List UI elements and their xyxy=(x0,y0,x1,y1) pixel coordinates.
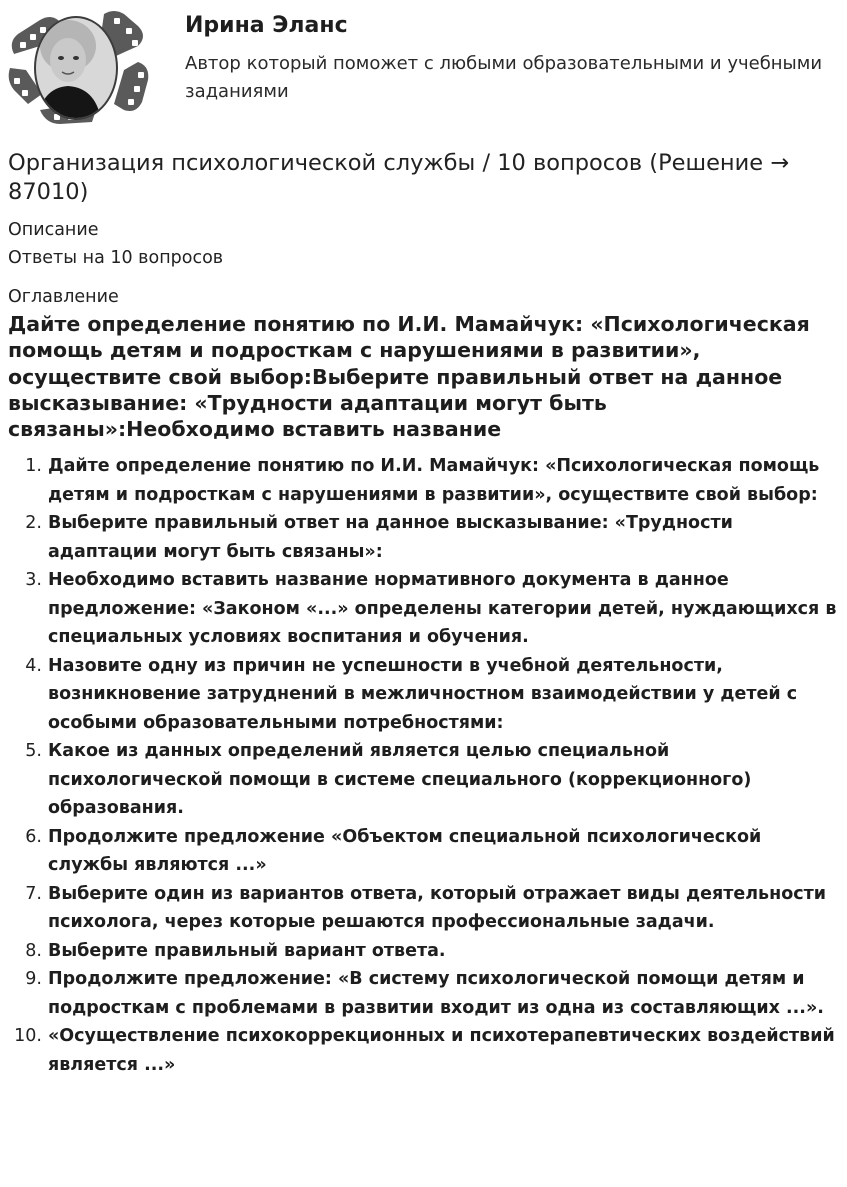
question-number: 5. xyxy=(25,741,42,761)
document-title: Организация психологической службы / 10 вопросов (Решение → 87010) xyxy=(8,150,790,205)
author-name: Ирина Эланс xyxy=(185,13,348,38)
description-text: Ответы на 10 вопросов xyxy=(8,248,224,268)
question-item xyxy=(0,737,847,823)
question-item xyxy=(0,452,847,509)
toc-label: Оглавление xyxy=(8,287,119,307)
question-number: 9. xyxy=(25,969,42,989)
question-item xyxy=(0,1022,847,1079)
question-text: Необходимо вставить название нормативного документа в данное предложение: «Законом «...» определены категории детей, нуждающихся в специальных условиях воспитания и обучения. xyxy=(48,570,837,647)
question-number: 7. xyxy=(25,883,42,904)
question-number: 2. xyxy=(25,513,42,533)
author-avatar xyxy=(6,6,152,128)
question-text: «Осуществление психокоррекционных и психотерапевтических воздействий является ...» xyxy=(48,1026,835,1075)
question-number: 4. xyxy=(25,655,42,676)
description-label: Описание xyxy=(8,220,99,240)
question-text: Выберите правильный вариант ответа. xyxy=(48,940,446,961)
question-item xyxy=(0,965,847,1022)
question-number: 10. xyxy=(14,1026,42,1046)
question-text: Дайте определение понятию по И.И. Мамайчук: «Психологическая помощь детям и подросткам с нарушениями в развитии», осуществите свой выбор: xyxy=(48,456,820,505)
author-card xyxy=(0,0,847,135)
question-number: 8. xyxy=(25,940,42,961)
toc-heading: Дайте определение понятию по И.И. Мамайчук: «Психологическая помощь детям и подросткам с нарушениями в развитии», осуществите свой выбор:Выберите правильный ответ на данное высказывание: «Трудности адаптации могут быть связаны»:Необходимо вставить название xyxy=(8,312,810,442)
question-item xyxy=(0,937,847,966)
question-text: Какое из данных определений является целью специальной психологической помощи в системе специального (коррекционного) образования. xyxy=(48,741,752,818)
question-item xyxy=(0,823,847,880)
question-number: 1. xyxy=(25,456,42,476)
question-number: 3. xyxy=(25,570,42,590)
question-text: Продолжите предложение: «В систему психологической помощи детям и подросткам с проблемами в развитии входит из одна из составляющих ...». xyxy=(48,969,824,1018)
question-text: Выберите один из вариантов ответа, который отражает виды деятельности психолога, через которые решаются профессиональные задачи. xyxy=(48,883,826,932)
question-text: Выберите правильный ответ на данное высказывание: «Трудности адаптации могут быть связаны»: xyxy=(48,513,733,562)
question-number: 6. xyxy=(25,826,42,847)
question-item xyxy=(0,566,847,652)
author-description: Автор который поможет с любыми образовательными и учебными заданиями xyxy=(185,53,823,102)
question-text: Продолжите предложение «Объектом специальной психологической службы являются ...» xyxy=(48,826,762,875)
question-item xyxy=(0,509,847,566)
question-text: Назовите одну из причин не успешности в учебной деятельности, возникновение затруднений в межличностном взаимодействии у детей с особыми образовательными потребностями: xyxy=(48,655,798,733)
question-item xyxy=(0,880,847,937)
question-item xyxy=(0,652,847,738)
question-list xyxy=(0,452,847,1079)
